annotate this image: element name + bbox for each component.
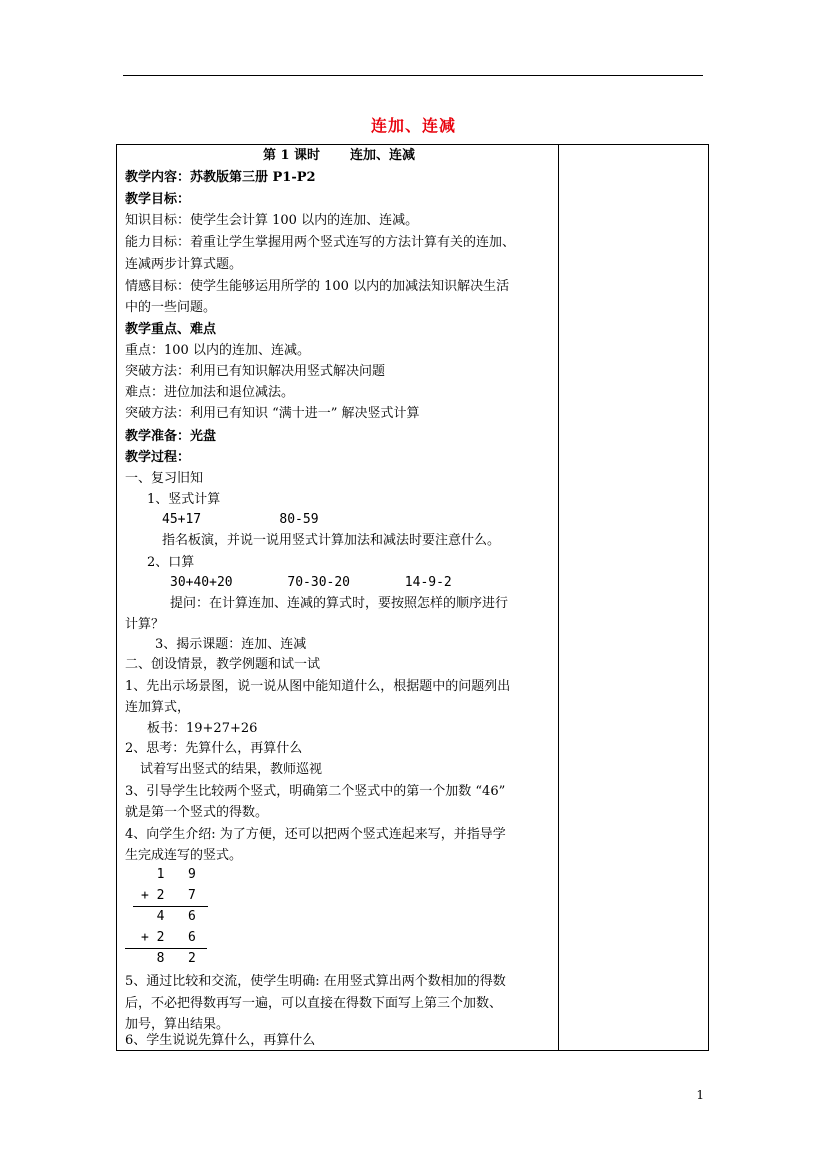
lesson-period: 第 1 课时 — [262, 148, 321, 163]
lesson-name: 连加、连减 — [350, 148, 416, 163]
step2-line1: 2、思考：先算什么，再算什么 — [125, 741, 303, 756]
step5-line3: 加号，算出结果。 — [125, 1017, 230, 1032]
page-number: 1 — [696, 1088, 704, 1102]
review-vertical-calc: 1、竖式计算 — [147, 492, 221, 507]
step4-line2: 生完成连写的竖式。 — [125, 848, 243, 863]
goal-ability-line1: 能力目标：着重让学生掌握用两个竖式连写的方法计算有关的连加、 — [125, 235, 516, 250]
reveal-topic: 3、揭示课题：连加、连减 — [155, 637, 307, 652]
step1-line1: 1、先出示场景图，说一说从图中能知道什么，根据题中的问题列出 — [125, 679, 511, 694]
focus-heading: 教学重点、难点 — [125, 322, 217, 337]
teaching-prep: 教学准备：光盘 — [125, 429, 217, 444]
calc-row-5: 8 2 — [141, 951, 196, 966]
review-vertical-exprs: 45+17 80-59 — [162, 512, 319, 527]
step3-line1: 3、引导学生比较两个竖式，明确第二个竖式中的第一个加数 “46” — [125, 784, 506, 799]
process-heading: 教学过程： — [125, 450, 191, 465]
goals-heading: 教学目标： — [125, 192, 191, 207]
step5-line2: 后，不必把得数再写一遍，可以直接在得数下面写上第三个加数、 — [125, 996, 503, 1011]
goal-ability-line2: 连减两步计算式题。 — [125, 257, 243, 272]
mental-calc-exprs: 30+40+20 70-30-20 14-9-2 — [170, 575, 452, 590]
section-review: 一、复习旧知 — [125, 471, 204, 486]
step5-line1: 5、通过比较和交流，使学生明确: 在用竖式算出两个数相加的得数 — [125, 974, 506, 989]
difficulty: 难点：进位加法和退位减法。 — [125, 385, 295, 400]
section-scenario: 二、创设情景，教学例题和试一试 — [125, 657, 321, 672]
lesson-heading — [125, 146, 553, 166]
document-title: 连加、连减 — [370, 116, 456, 135]
step3-line2: 就是第一个竖式的得数。 — [125, 805, 269, 820]
key-point: 重点：100 以内的连加、连减。 — [125, 343, 310, 358]
breakthrough-method-1: 突破方法：利用已有知识解决用竖式解决问题 — [125, 364, 386, 379]
notes-column — [559, 145, 708, 1050]
board-writing: 板书：19+27+26 — [147, 721, 258, 736]
question-line1: 提问：在计算连加、连减的算式时，要按照怎样的顺序进行 — [170, 596, 509, 611]
step1-line2: 连加算式， — [125, 700, 191, 715]
step2-line2: 试着写出竖式的结果，教师巡视 — [140, 762, 323, 777]
step6: 6、学生说说先算什么，再算什么 — [125, 1033, 316, 1048]
review-vertical-note: 指名板演，并说一说用竖式计算加法和减法时要注意什么。 — [162, 533, 501, 548]
teaching-content: 教学内容：苏教版第三册 P1-P2 — [125, 170, 316, 185]
question-line2: 计算？ — [125, 617, 165, 632]
step4-line1: 4、向学生介绍: 为了方便，还可以把两个竖式连起来写，并指导学 — [125, 827, 506, 842]
review-mental-calc: 2、口算 — [147, 555, 195, 570]
goal-emotion-line1: 情感目标：使学生能够运用所学的 100 以内的加减法知识解决生活 — [125, 279, 510, 294]
calc-row-3: 4 6 — [141, 909, 196, 924]
lesson-table — [116, 144, 709, 1051]
calc-row-4: + 2 6 — [141, 930, 196, 945]
breakthrough-method-2: 突破方法：利用已有知识 “满十进一” 解决竖式计算 — [125, 406, 420, 421]
header-rule — [123, 75, 703, 76]
goal-knowledge: 知识目标：使学生会计算 100 以内的连加、连减。 — [125, 213, 419, 228]
goal-emotion-line2: 中的一些问题。 — [125, 300, 217, 315]
calc-row-1: 1 9 — [141, 867, 196, 882]
calc-row-2: + 2 7 — [141, 888, 196, 903]
